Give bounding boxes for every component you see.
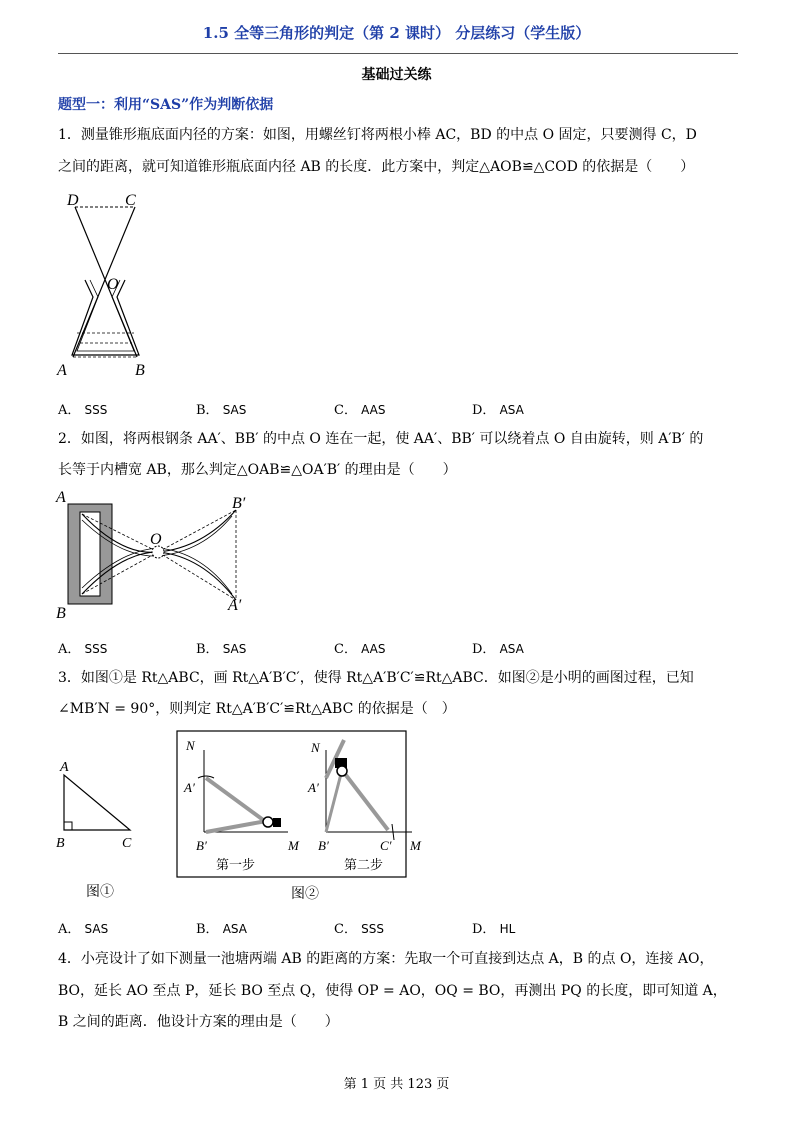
q3-fig2-label-n2: N	[311, 740, 320, 755]
q1-line-2: 之间的距离，就可知道锥形瓶底面内径 AB 的长度．此方案中，判定△AOB≌△COD 的依据是（ ）	[58, 159, 695, 175]
q2-line-2: 长等于内槽宽 AB，那么判定△OAB≌△OA′B′ 的理由是（ ）	[58, 462, 457, 478]
q1-label-o: O	[107, 276, 119, 293]
q3-fig1-label-c: C	[122, 836, 132, 851]
q1-option-b[interactable]: B． SAS	[196, 403, 247, 418]
q3-triangle-abc	[64, 775, 130, 830]
section-title: 基础过关练	[361, 67, 432, 83]
page-footer: 第 1 页 共 123 页	[343, 1077, 450, 1092]
q3-fig2-step1: 第一步	[216, 857, 256, 872]
q3-step2-compass-head	[337, 766, 347, 776]
q2-option-d[interactable]: D． ASA	[472, 642, 524, 657]
q1-stick-ca	[73, 207, 135, 357]
page-header-title: 1.5 全等三角形的判定（第 2 课时） 分层练习（学生版）	[202, 24, 591, 42]
q3-fig1-caption: 图①	[86, 885, 114, 900]
q3-fig1-label-a: A	[60, 760, 69, 775]
q3-fig2-frame	[177, 731, 406, 877]
q3-figure-1-triangle	[52, 755, 152, 905]
q2-label-o: O	[150, 531, 162, 548]
q2-dash-ob	[158, 510, 236, 552]
q4-line-3: B 之间的距离．他设计方案的理由是（ ）	[58, 1014, 339, 1030]
q1-label-a: A	[57, 362, 67, 379]
q1-label-d: D	[67, 192, 79, 209]
q2-option-a[interactable]: A． SSS	[58, 642, 108, 657]
q3-fig2-label-bp2: B′	[318, 838, 329, 853]
q4-line-1: 4．小亮设计了如下测量一池塘两端 AB 的距离的方案：先取一个可直接到达点 A，B 的点 O，连接 AO，	[58, 951, 714, 967]
q3-fig2-label-m1: M	[288, 838, 299, 853]
q3-fig2-label-ap2: A′	[308, 780, 319, 795]
q2-option-c[interactable]: C． AAS	[334, 642, 386, 657]
q3-fig2-label-cp2: C′	[380, 838, 392, 853]
q3-step1-compass-head	[263, 817, 273, 827]
q3-line-1: 3．如图①是 Rt△ABC，画 Rt△A′B′C′，使得 Rt△A′B′C′≌Rt△ABC．如图②是小明的画图过程，已知	[58, 670, 694, 686]
q2-label-aprime: A′	[228, 597, 242, 614]
q2-label-b: B	[56, 605, 66, 622]
q3-option-c[interactable]: C． SSS	[334, 922, 384, 937]
q3-right-angle-mark	[64, 822, 72, 830]
q3-option-d[interactable]: D． HL	[472, 922, 516, 937]
q1-line-1: 1．测量锥形瓶底面内径的方案：如图，用螺丝钉将两根小棒 AC，BD 的中点 O 固定，只要测得 C，D	[58, 127, 697, 143]
q2-dash-oa	[158, 552, 236, 600]
q2-option-b[interactable]: B． SAS	[196, 642, 247, 657]
q3-option-a[interactable]: A． SAS	[58, 922, 109, 937]
q3-fig2-step2: 第二步	[344, 857, 384, 872]
q3-fig2-label-ap1: A′	[184, 780, 195, 795]
question-type-heading: 题型一：利用“SAS”作为判断依据	[58, 97, 274, 113]
q3-figure-2-steps	[176, 730, 421, 905]
q3-line-2: ∠MB′N = 90°，则判定 Rt△A′B′C′≌Rt△ABC 的依据是（ ）	[58, 701, 456, 717]
q1-label-b: B	[135, 362, 145, 379]
q2-line-1: 2．如图，将两根钢条 AA′、BB′ 的中点 O 连在一起，使 AA′、BB′ 可以绕着点 O 自由旋转，则 A′B′ 的	[58, 431, 704, 447]
q3-fig2-label-m2: M	[410, 838, 421, 853]
q1-label-c: C	[125, 192, 136, 209]
q4-line-2: BO，延长 AO 至点 P，延长 BO 至点 Q，使得 OP = AO，OQ = BO，再测出 PQ 的长度，即可知道 A，	[58, 983, 727, 999]
q2-slot-inner	[80, 512, 100, 596]
q1-option-a[interactable]: A． SSS	[58, 403, 108, 418]
q3-step1-compass-body	[273, 818, 281, 827]
q1-flask-outline	[72, 280, 139, 355]
q1-option-d[interactable]: D． ASA	[472, 403, 524, 418]
q3-fig2-label-bp1: B′	[196, 838, 207, 853]
q2-label-bprime: B′	[232, 495, 246, 512]
q2-label-a: A	[56, 489, 66, 506]
q1-figure-flask	[55, 185, 165, 380]
q3-option-b[interactable]: B． ASA	[196, 922, 247, 937]
q3-fig2-label-n1: N	[186, 738, 195, 753]
q2-figure-steel-bars	[52, 486, 252, 621]
q1-option-c[interactable]: C． AAS	[334, 403, 386, 418]
q3-fig1-label-b: B	[56, 836, 65, 851]
q1-flask-inner	[77, 280, 134, 351]
header-divider	[58, 53, 738, 54]
q3-fig2-caption: 图②	[291, 887, 319, 902]
